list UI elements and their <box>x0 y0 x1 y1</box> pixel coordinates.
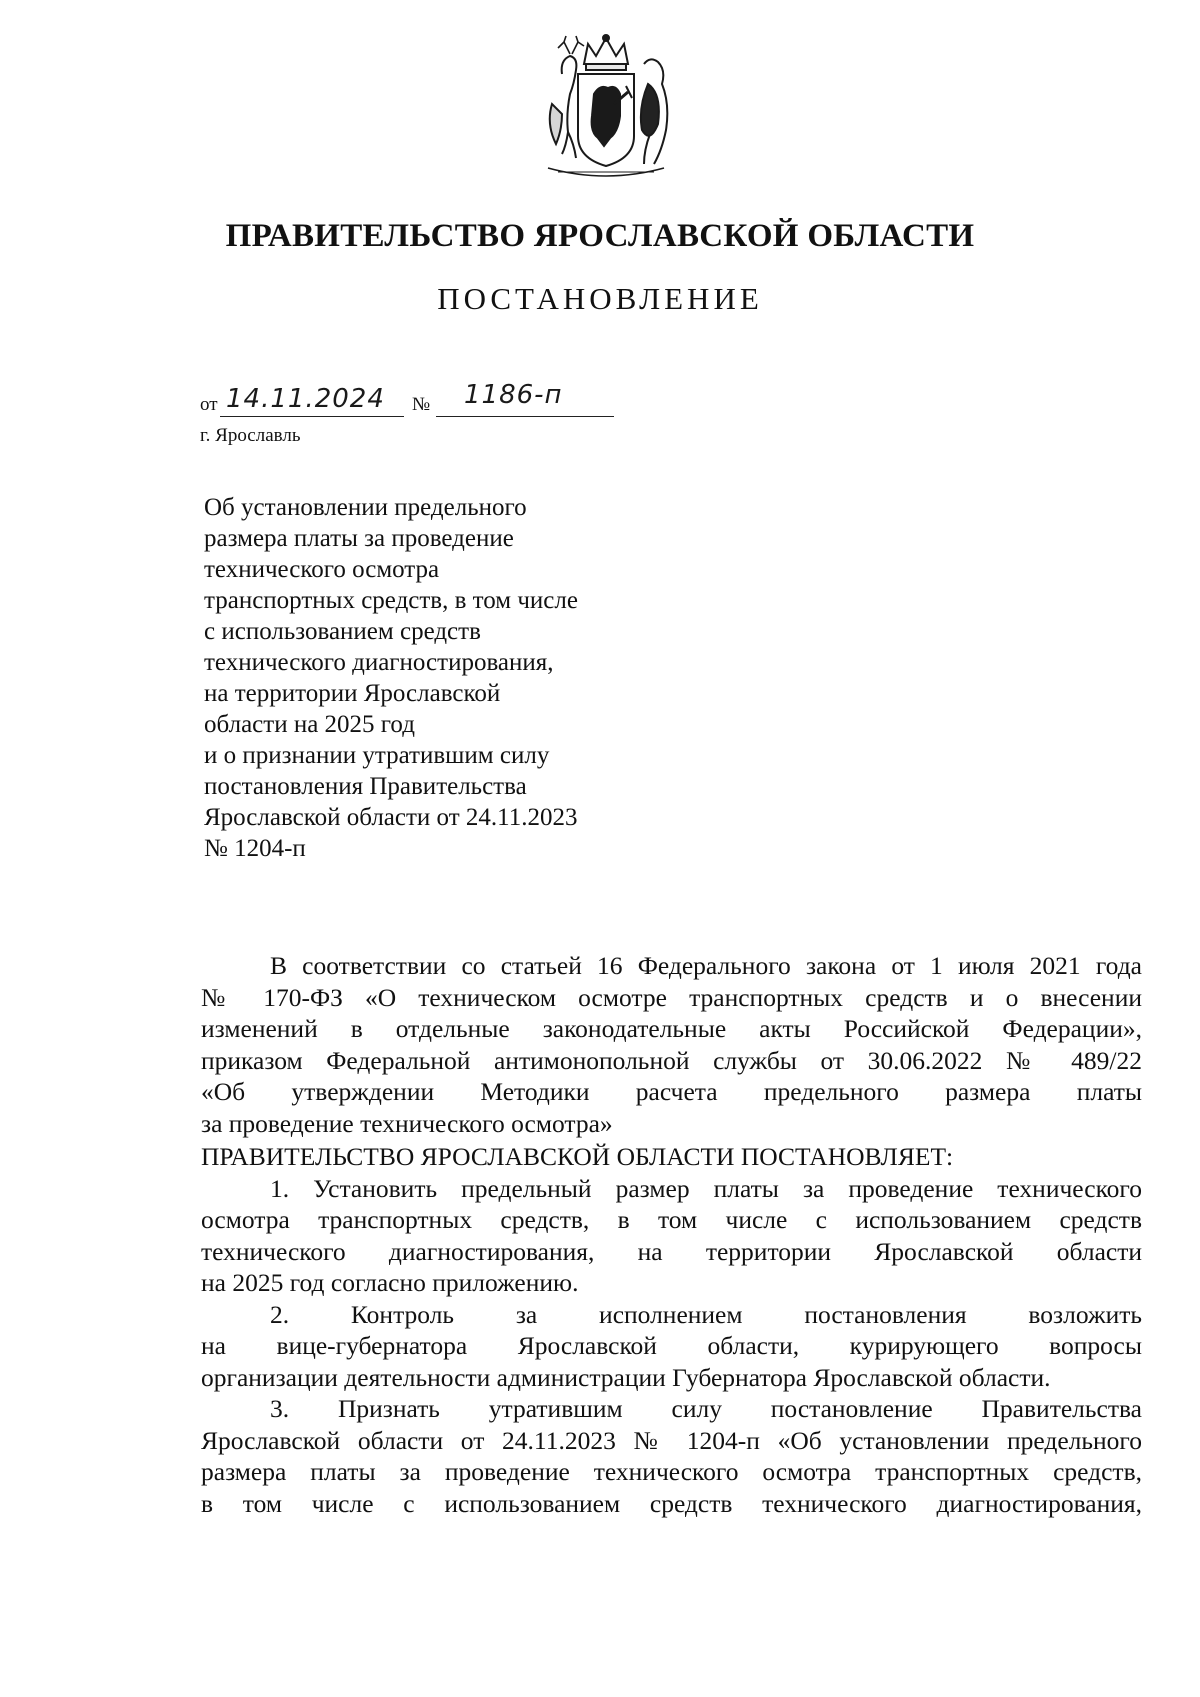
subject-line: транспортных средств, в том числе <box>204 587 578 614</box>
subject-line: постановления Правительства <box>204 773 527 800</box>
document-subject <box>204 492 664 864</box>
subject-line: с использованием средств <box>204 618 481 645</box>
body-line: на 2025 год согласно приложению. <box>201 1268 579 1297</box>
body-line: № 170-ФЗ «О техническом осмотре транспортных средств и о внесении <box>201 982 1142 1012</box>
decree-line: ПРАВИТЕЛЬСТВО ЯРОСЛАВСКОЙ ОБЛАСТИ ПОСТАНОВЛЯЕТ: <box>201 1142 954 1171</box>
body-line: в том числе с использованием средств технического диагностирования, <box>201 1488 1142 1518</box>
body-line: размера платы за проведение технического осмотра транспортных средств, <box>201 1457 1142 1486</box>
city: г. Ярославль <box>200 425 301 446</box>
subject-line: размера платы за проведение <box>204 525 514 552</box>
body-line: осмотра транспортных средств, в том числе с использованием средств <box>201 1205 1142 1234</box>
item-3-paragraph <box>201 1393 1142 1519</box>
subject-line: Об установлении предельного <box>204 494 527 521</box>
body-line: на вице-губернатора Ярославской области, курирующего вопросы <box>201 1331 1142 1360</box>
item-2-paragraph <box>201 1299 1142 1394</box>
subject-line: области на 2025 год <box>204 711 415 738</box>
subject-line: технического диагностирования, <box>204 649 554 676</box>
coat-of-arms-icon <box>532 34 680 186</box>
body-line: Ярославской области от 24.11.2023 № 1204-п «Об установлении предельного <box>201 1425 1142 1455</box>
number-value: 1186-п <box>464 380 563 410</box>
document-body <box>201 950 1142 1519</box>
body-line: технического диагностирования, на территории Ярославской области <box>201 1236 1142 1266</box>
subject-line: Ярославской области от 24.11.2023 <box>204 804 578 831</box>
body-line: организации деятельности администрации Губернатора Ярославской области. <box>201 1362 1051 1392</box>
body-line: за проведение технического осмотра» <box>201 1108 613 1138</box>
subject-line: № 1204-п <box>204 835 306 862</box>
body-line: приказом Федеральной антимонопольной службы от 30.06.2022 № 489/22 <box>201 1045 1142 1075</box>
number-prefix: № <box>412 394 431 415</box>
item-1-paragraph <box>201 1173 1142 1299</box>
document-type: ПОСТАНОВЛЕНИЕ <box>437 281 763 316</box>
body-line: 2. Контроль за исполнением постановления возложить <box>270 1299 1142 1329</box>
body-line: 3. Признать утратившим силу постановление Правительства <box>270 1394 1142 1423</box>
date-value: 14.11.2024 <box>226 384 385 414</box>
date-prefix: от <box>200 394 218 415</box>
organization-title: ПРАВИТЕЛЬСТВО ЯРОСЛАВСКОЙ ОБЛАСТИ <box>225 218 975 254</box>
body-line: изменений в отдельные законодательные акты Российской Федерации», <box>201 1014 1142 1043</box>
subject-line: технического осмотра <box>204 556 440 583</box>
subject-line: на территории Ярославской <box>204 680 501 707</box>
body-line: 1. Установить предельный размер платы за проведение технического <box>270 1173 1142 1203</box>
body-line: «Об утверждении Методики расчета предельного размера платы <box>201 1077 1142 1106</box>
subject-line: и о признании утратившим силу <box>204 742 550 769</box>
body-line: В соответствии со статьей 16 Федерального закона от 1 июля 2021 года <box>270 951 1142 980</box>
preamble-paragraph <box>201 950 1142 1139</box>
